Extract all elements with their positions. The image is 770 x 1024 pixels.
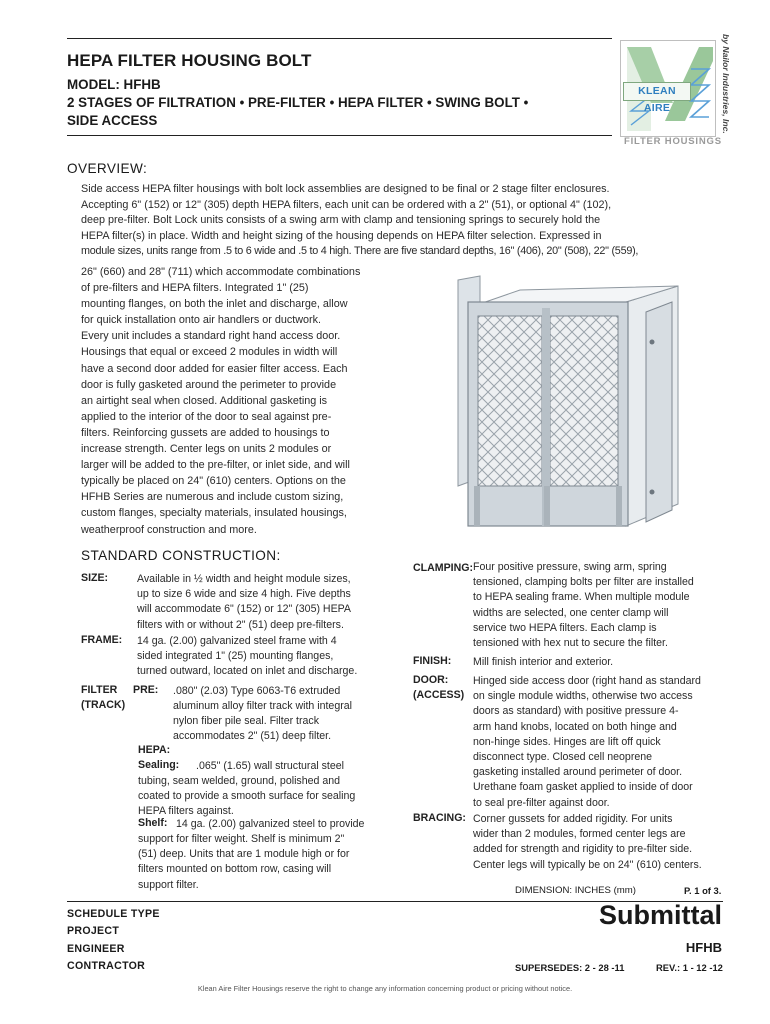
schedule-type-field: SCHEDULE TYPE	[67, 908, 160, 920]
sealing-text-first: .065" (1.65) wall structural steel	[196, 760, 345, 772]
overview-line: deep pre-filter. Bolt Lock units consists of a swing arm with clamp and tensioning springs to securely hold the	[81, 214, 601, 226]
features-line: 2 STAGES OF FILTRATION • PRE-FILTER • HEPA FILTER • SWING BOLT •	[67, 95, 529, 110]
door-label: DOOR:	[413, 674, 449, 686]
features-line-2: SIDE ACCESS	[67, 113, 158, 128]
overview-line: of pre-filters and HEPA filters. Integrated 1" (25)	[81, 282, 309, 295]
construction-heading: STANDARD CONSTRUCTION:	[81, 548, 281, 563]
shelf-text-first: 14 ga. (2.00) galvanized steel to provide	[176, 818, 365, 830]
project-field: PROJECT	[67, 925, 120, 937]
size-label: SIZE:	[81, 572, 109, 584]
finish-text: Mill finish interior and exterior.	[473, 656, 614, 668]
shelf-text: support for filter weight. Shelf is minimum 2" (51) deep. Units that are 1 module high or for filters mounted on bottom row, casing will support filter.	[138, 833, 350, 891]
overview-paragraph-narrow	[81, 264, 394, 538]
track-label: (TRACK)	[81, 699, 126, 711]
engineer-field: ENGINEER	[67, 943, 125, 955]
overview-line: HFHB Series are numerous and include custom sizing,	[81, 491, 344, 504]
frame-text: 14 ga. (2.00) galvanized steel frame with 4 sided integrated 1" (25) mounting flanges, turned outward, located on inlet and discharge.	[137, 635, 358, 678]
clamping-text: Four positive pressure, swing arm, spring tensioned, clamping bolts per filter are installed to HEPA sealing frame. When multiple module widths are selected, one center clamp will service two HEPA filters. Each clamp is tensioned with hex nut to secure the filter.	[473, 561, 694, 650]
finish-label: FINISH:	[413, 655, 452, 667]
overview-line: larger will be added to the pre-filter, or inlet side, and will	[81, 459, 350, 472]
overview-line: custom flanges, specialty materials, insulated housings,	[81, 507, 347, 520]
frame-label: FRAME:	[81, 634, 123, 646]
submittal-heading: Submittal	[598, 900, 722, 930]
bracing-text: Corner gussets for added rigidity. For units wider than 2 modules, formed center legs are added for strength and rigidity to pre-filter side. Center legs will typically be on 24" (610) centers.	[473, 813, 702, 871]
supersedes-date: SUPERSEDES: 2 - 28 -11	[515, 962, 625, 973]
page-number: P. 1 of 3.	[684, 885, 722, 896]
overview-line: module sizes, units range from .5 to 6 wide and .5 to 4 high. There are five standard depths, 16" (406), 20" (508), 22" (559),	[81, 245, 639, 257]
product-illustration	[446, 272, 686, 542]
overview-line: applied to the interior of the door to seal against pre-	[81, 410, 332, 423]
disclaimer: Klean Aire Filter Housings reserve the right to change any information concerning product or pricing without notice.	[197, 984, 573, 993]
header-top-rule	[67, 38, 612, 39]
sealing-text: tubing, seam welded, ground, polished and coated to provide a smooth surface for sealing HEPA filters against.	[138, 775, 356, 818]
dimension-note: DIMENSION: INCHES (mm)	[515, 885, 636, 896]
overview-line: mounting flanges, on both the inlet and discharge, allow	[81, 298, 348, 311]
filter-housing-image	[446, 272, 686, 542]
bracing-label: BRACING:	[413, 812, 466, 824]
header-bottom-rule	[67, 135, 612, 136]
overview-line: increase strength. Center legs on units 2 modules or	[81, 443, 332, 456]
model-line: MODEL: HFHB	[67, 77, 161, 92]
access-label: (ACCESS)	[413, 689, 465, 701]
overview-paragraph-full	[81, 182, 726, 260]
revision-date: REV.: 1 - 12 -12	[656, 962, 723, 973]
pre-text-first: .080" (2.03) Type 6063-T6 extruded	[173, 685, 341, 697]
overview-line: have a second door added for easier filter access. Each	[81, 362, 348, 375]
sealing-label: Sealing:	[138, 759, 180, 771]
brand-vertical-text: by Nailor Industries, Inc.	[721, 34, 731, 134]
size-text: Available in ½ width and height module sizes, up to size 6 wide and size 4 high. Five depths will accommodate 6" (152) or 12" (305) HEPA filters with or without 2" (51) deep pre-filters.	[137, 573, 351, 631]
overview-line: Side access HEPA filter housings with bolt lock assemblies are designed to be final or 2 stage filter enclosures.	[81, 183, 610, 195]
overview-line: an airtight seal when closed. Additional gasketing is	[81, 394, 328, 407]
overview-line: door is fully gasketed around the perimeter to provide	[81, 378, 337, 391]
overview-line: Accepting 6" (152) or 12" (305) depth HEPA filters, each unit can be ordered with a 2" (51), or optional 4" (102),	[81, 198, 612, 211]
door-text: Hinged side access door (right hand as standard on single module widths, otherwise two access doors as standard) with positive pressure 4- arm hand knobs, located on both hinge and non-hinge sides. Hinges are lift off quick disconnect type. Closed cell neoprene gasketing installed around perimeter of door. Urethane foam gasket applied to inside of door to seal pre-filter against door.	[473, 675, 701, 809]
overview-line: Housings that equal or exceed 2 modules in width will	[81, 346, 338, 359]
overview-line: typically be placed on 24" (610) centers. Options on the	[81, 475, 346, 488]
brand-badge: KLEAN AIRE	[623, 82, 691, 101]
pre-text: aluminum alloy filter track with integral nylon fiber pile seal. Filter track accommodates 2" (51) deep filter.	[173, 700, 352, 743]
overview-heading: OVERVIEW:	[67, 161, 148, 176]
pre-label: PRE:	[133, 684, 159, 696]
overview-line: for quick installation onto air handlers or ductwork.	[81, 314, 322, 327]
overview-line: filters. Reinforcing gussets are added to housings to	[81, 426, 330, 439]
overview-line: Every unit includes a standard right hand access door.	[81, 330, 341, 343]
overview-line: HEPA filter(s) in place. Width and height sizing of the housing depends on HEPA filter selection. Expressed in	[81, 229, 602, 242]
shelf-label: Shelf:	[138, 817, 168, 829]
model-code: HFHB	[685, 940, 722, 955]
clamping-label: CLAMPING:	[413, 562, 474, 574]
overview-line: 26" (660) and 28" (711) which accommodate combinations	[81, 266, 361, 278]
brand-caption: FILTER HOUSINGS	[624, 136, 722, 147]
overview-line: weatherproof construction and more.	[81, 523, 257, 536]
hepa-label: HEPA:	[138, 744, 171, 756]
contractor-field: CONTRACTOR	[67, 960, 146, 972]
document-title: HEPA FILTER HOUSING BOLT	[67, 51, 312, 70]
filter-label: FILTER	[81, 684, 118, 696]
